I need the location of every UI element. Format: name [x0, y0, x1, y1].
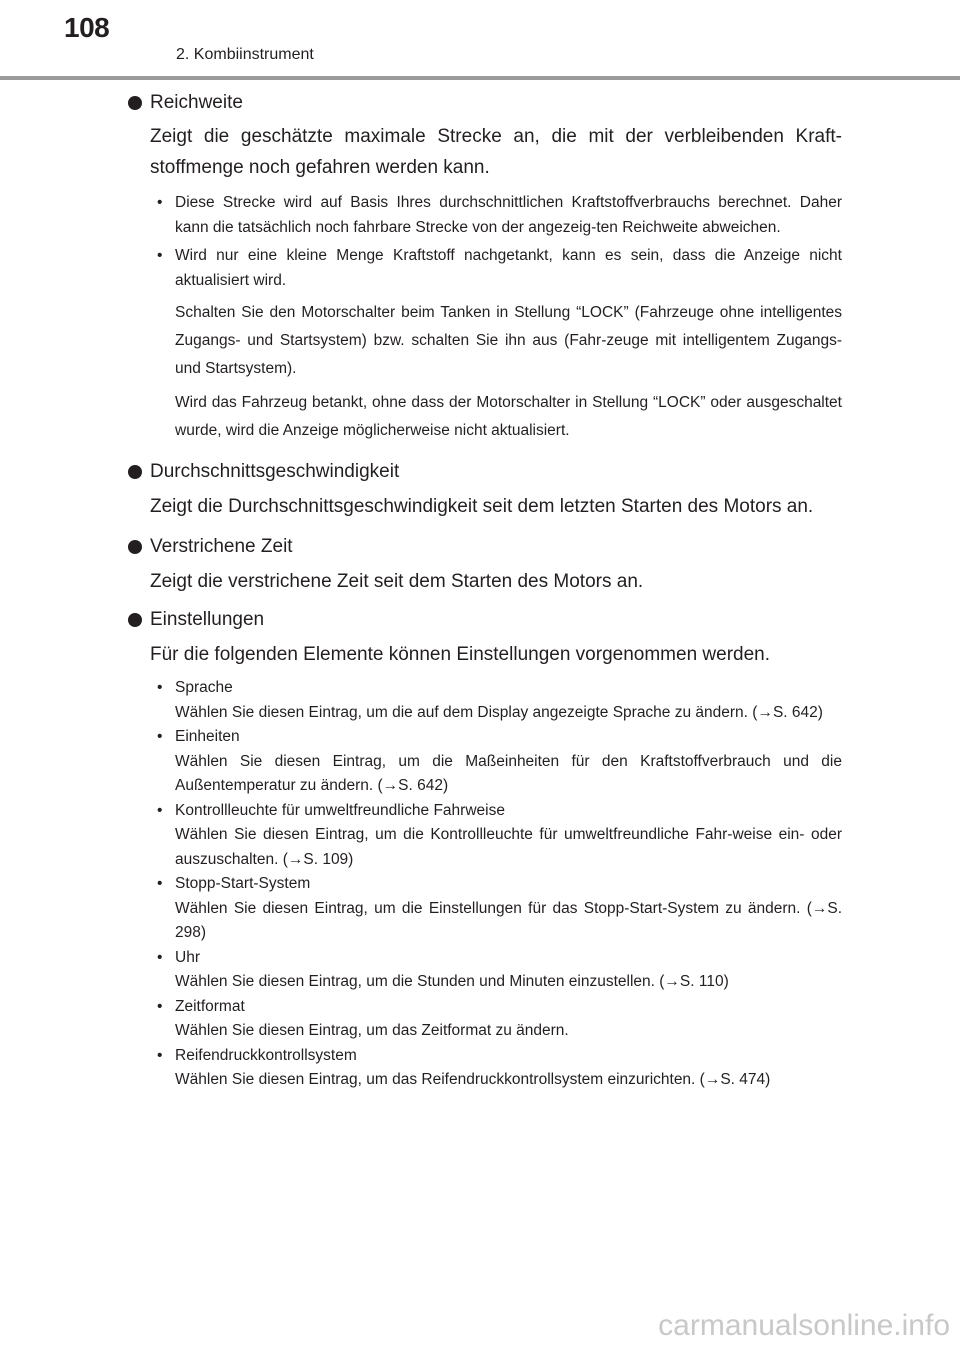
- list-item: [150, 799, 842, 873]
- item-description: Wählen Sie diesen Eintrag, um die Stunden und Minuten einzustellen. (→S. 110): [175, 973, 729, 990]
- watermark: carmanualsonline.info: [658, 1309, 950, 1342]
- chapter-title: 2. Kombiinstrument: [176, 46, 314, 63]
- list-item: [150, 872, 842, 946]
- section-einstellungen: [128, 605, 842, 1093]
- item-description: Wählen Sie diesen Eintrag, um die auf dem Display angezeigte Sprache zu ändern. (→S. 642): [175, 703, 823, 721]
- header-divider: [0, 76, 960, 80]
- section-description: Zeigt die Durchschnittsgeschwindigkeit seit dem letzten Starten des Motors an.: [150, 496, 814, 517]
- section-durchschnittsgeschwindigkeit: [128, 457, 842, 522]
- item-label: Zeitformat: [175, 997, 245, 1015]
- list-item: [150, 676, 842, 725]
- note-item: • Wird nur eine kleine Menge Kraftstoff nachgetankt, kann es sein, dass die Anzeige nicht aktualisiert wird.: [150, 244, 842, 293]
- bullet-icon: [128, 540, 142, 554]
- item-label: Einheiten: [175, 728, 240, 745]
- small-bullet-icon: •: [157, 728, 163, 745]
- bullet-icon: [128, 613, 142, 627]
- section-title: Reichweite: [150, 92, 243, 113]
- small-bullet-icon: •: [157, 194, 163, 211]
- list-item: [150, 946, 842, 995]
- list-item: [150, 995, 842, 1044]
- note-paragraph: Schalten Sie den Motorschalter beim Tanken in Stellung “LOCK” (Fahrzeuge ohne intelligentes Zugangs- und Startsystem) bzw. schalten Sie ihn aus (Fahr-zeuge mit intelligentem Zugangs- und Startsystem).: [175, 304, 842, 377]
- section-title: Verstrichene Zeit: [150, 536, 293, 557]
- item-description: Wählen Sie diesen Eintrag, um das Zeitformat zu ändern.: [175, 1022, 569, 1039]
- bullet-icon: [128, 96, 142, 110]
- item-label: Reifendruckkontrollsystem: [175, 1046, 357, 1064]
- small-bullet-icon: •: [157, 997, 163, 1015]
- section-title: Durchschnittsgeschwindigkeit: [150, 461, 400, 482]
- page-number: 108: [64, 12, 110, 43]
- note-paragraph: Wird das Fahrzeug betankt, ohne dass der Motorschalter in Stellung “LOCK” oder ausgeschaltet wurde, wird die Anzeige möglicherweise nicht aktualisiert.: [175, 394, 842, 439]
- section-title: Einstellungen: [150, 609, 265, 630]
- item-description: Wählen Sie diesen Eintrag, um die Einstellungen für das Stopp-Start-System zu ändern. (→S. 298): [175, 899, 842, 941]
- settings-list: [150, 676, 842, 1093]
- list-item: [150, 1044, 842, 1093]
- page-header: [0, 0, 960, 80]
- small-bullet-icon: •: [157, 679, 163, 696]
- note-item: • Diese Strecke wird auf Basis Ihres durchschnittlichen Kraftstoffverbrauchs berechnet. Daher kann die tatsächlich noch fahrbare Strecke von der angezeig-ten Reichweite abweichen.: [150, 191, 842, 240]
- small-bullet-icon: •: [157, 247, 163, 264]
- item-label: Sprache: [175, 679, 233, 696]
- small-bullet-icon: •: [157, 1046, 163, 1064]
- item-label: Stopp-Start-System: [175, 875, 311, 892]
- notes-list: [150, 191, 842, 445]
- list-item: [150, 725, 842, 799]
- section-description: Zeigt die verstrichene Zeit seit dem Starten des Motors an.: [150, 571, 644, 592]
- item-description: Wählen Sie diesen Eintrag, um die Kontrollleuchte für umweltfreundliche Fahr-weise ein- oder auszuschalten. (→S. 109): [175, 826, 842, 868]
- section-description: Für die folgenden Elemente können Einstellungen vorgenommen werden.: [150, 644, 771, 665]
- small-bullet-icon: •: [157, 875, 163, 892]
- bullet-icon: [128, 465, 142, 479]
- page-content: [128, 88, 842, 1093]
- item-description: Wählen Sie diesen Eintrag, um die Maßeinheiten für den Kraftstoffverbrauch und die Außentemperatur zu ändern. (→S. 642): [175, 752, 842, 794]
- section-reichweite: [128, 88, 842, 445]
- section-description: Zeigt die geschätzte maximale Strecke an, die mit der verbleibenden Kraft-stoffmenge noch gefahren werden kann.: [150, 126, 842, 178]
- small-bullet-icon: •: [157, 948, 163, 966]
- small-bullet-icon: •: [157, 801, 163, 819]
- item-label: Uhr: [175, 948, 200, 966]
- section-verstrichene-zeit: [128, 532, 842, 597]
- item-description: Wählen Sie diesen Eintrag, um das Reifendruckkontrollsystem einzurichten. (→S. 474): [175, 1071, 771, 1088]
- item-label: Kontrollleuchte für umweltfreundliche Fahrweise: [175, 801, 505, 819]
